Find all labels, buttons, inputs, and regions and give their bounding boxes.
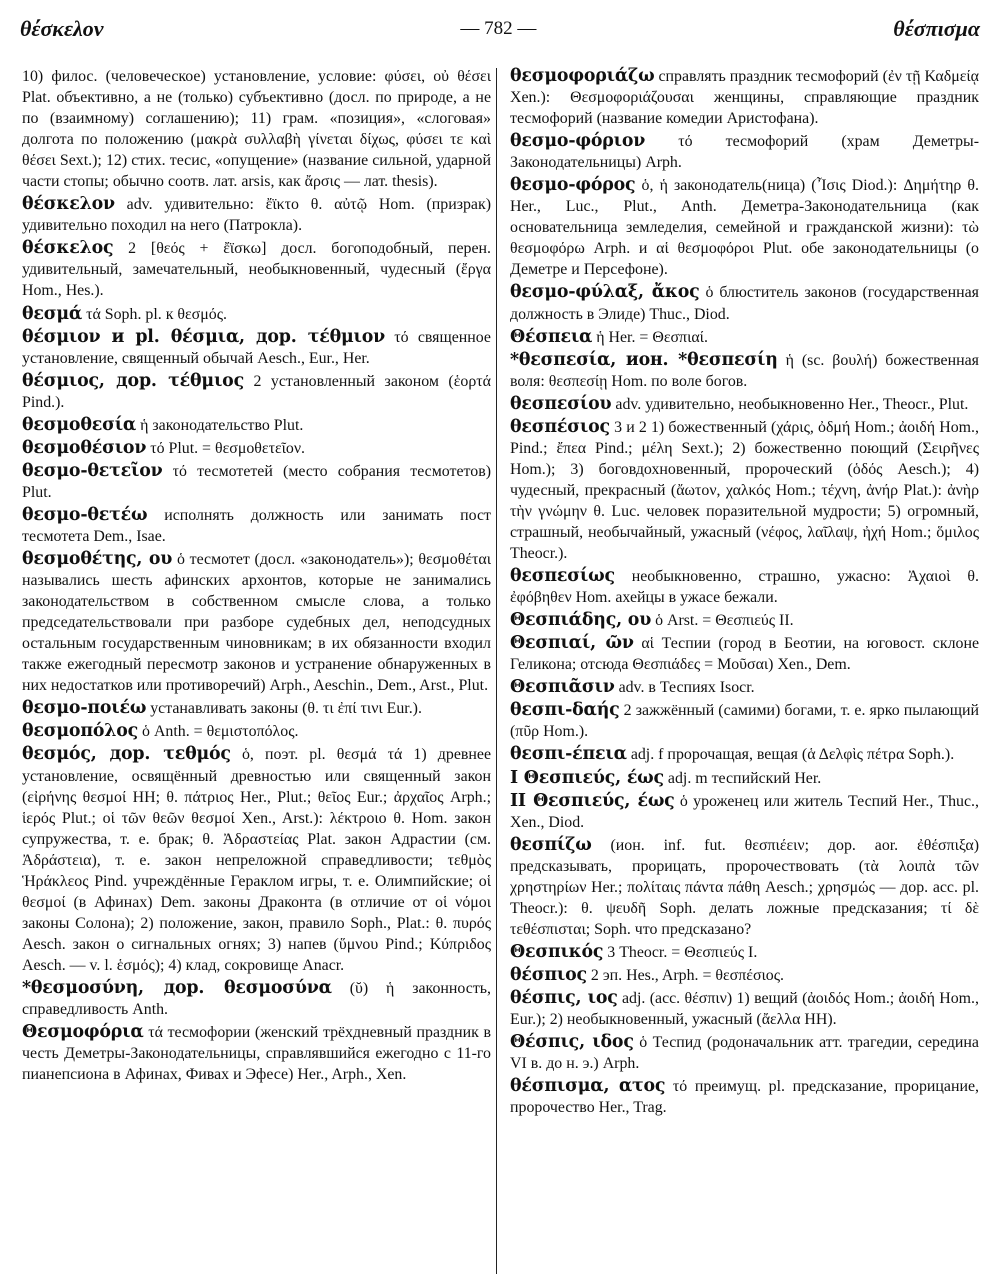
entry-definition: ἡ (sc. βουλή) божественная воля: θεσπεσίῃ Hom. по воле богов.	[510, 351, 979, 390]
entry-headword: θεσπίζω	[510, 834, 592, 855]
dictionary-entry	[510, 610, 979, 631]
entry-definition: (ῠ) ἡ законность, справедливость Anth.	[22, 979, 491, 1019]
dictionary-entry	[22, 461, 491, 503]
entry-definition: 2 установленный законом (ἑορτά Pind.).	[22, 372, 491, 411]
dictionary-entry	[510, 394, 979, 415]
entry-definition: исполнять должность или занимать пост тесмотета Dem., Isae.	[22, 506, 491, 545]
entry-headword: θεσπι-δαής	[510, 700, 620, 721]
dictionary-entry	[510, 66, 979, 129]
entry-headword: θεσμο-φύλαξ, ἄκος	[510, 282, 700, 303]
entry-definition: 3 и 2 1) божественный (χάρις, ὀδμή Hom.; ἀοιδή Hom., Pind.; ἔπεα Pind.; μέλη Sext.); 2) божественно поющий (Σειρῆνες Hom.); 3) боговдохновенный, пророческий (ὁδός Aesch.); 4) чудесный, прекрасный (ἄωτον, χαλκός Hom.; τέχνη, ἀνήρ Plat.): ἀνὴρ τὴν γνώμην θ. Luc. человек поразительной мудрости; 5) огромный, страшный, необычайный, ужасный (νέφος, λαῖλαψ, ἠχή Hom.; ὅμιλος Theocr.).	[510, 418, 979, 563]
entry-definition: adv. удивительно, необыкновенно Her., Theocr., Plut.	[615, 395, 969, 413]
entry-definition: αἱ Теспии (город в Беотии, на юговост. склоне Геликона; отсюда Θεσπιάδες = Μοῦσαι) Xen., Dem.	[510, 635, 979, 674]
entry-headword: θεσμο-θετεῖον	[22, 460, 163, 481]
header-first-word: θέσκελον	[20, 16, 104, 41]
entry-headword: Θεσπιαί, ῶν	[510, 633, 634, 654]
entry-headword: θεσπεσίου	[510, 393, 612, 414]
entry-definition: 10) филос. (человеческое) установление, условие: φύσει, οὐ θέσει Plat. объективно, а не (только) субъективно (досл. по природе, а не по (взаимному) соглашению); 11) грам. «позиция», «слоговая» долгота по положению (μακρὰ συλλαβὴ γίνεται δίχως, φύσει τε καὶ θέσει Sext.); 12) стих. тесис, «опущение» (название сильной, ударной части стопы; обычно соотв. лат. arsis, как ἄρσις — лат. thesis).	[22, 68, 491, 191]
entry-definition: справлять праздник тесмофорий (ἐν τῇ Καδμείᾳ Xen.): Θεσμοφοριάζουσαι женщины, справляющие праздник тесмофорий (название комедии Аристофана).	[510, 68, 979, 128]
entry-headword: Θεσμοφόρια	[22, 1022, 144, 1043]
dictionary-entry	[22, 66, 491, 192]
entry-headword: θεσμοθεσία	[22, 414, 137, 435]
dictionary-entry	[22, 238, 491, 301]
dictionary-entry	[510, 175, 979, 280]
dictionary-entry	[510, 131, 979, 173]
entry-definition: adj. m теспийский Her.	[667, 769, 822, 787]
dictionary-entry	[22, 505, 491, 547]
entry-definition: τό тесмофорий (храм Деметры-Законодательницы) Arph.	[510, 133, 979, 172]
entry-headword: θεσπι-έπεια	[510, 744, 627, 765]
dictionary-entry	[510, 633, 979, 675]
entry-definition: (ион. inf. fut. θεσπιέειν; дор. aor. ἐθέσπιξα) предсказывать, прорицать, пророчествовать (τὰ λοιπὰ τῶν χρηστηρίων Her.; πολίταις πάντα πάθη Aesch.; χρησμώς — дор. acc. pl. Theocr.): θ. ψευδῆ Soph. делать ложные предсказания; τί δὲ τεθέσπισται; Soph. что предсказано?	[510, 836, 979, 938]
dictionary-entry	[510, 350, 979, 392]
entry-headword: θεσμο-φόρος	[510, 175, 636, 196]
entry-headword: θεσμά	[22, 303, 83, 324]
entry-definition: adj. f пророчащая, вещая (ἁ Δελφὶς πέτρα Soph.).	[630, 746, 955, 764]
right-column	[510, 66, 979, 1276]
dictionary-entry	[22, 978, 491, 1020]
entry-definition: τό тесмотетей (место собрания тесмотетов) Plut.	[22, 462, 491, 501]
entry-headword: θεσμοπόλος	[22, 721, 139, 742]
entry-definition: ἡ законодательство Plut.	[140, 416, 304, 434]
dictionary-entry	[22, 549, 491, 696]
entry-definition: τά тесмофории (женский трёхдневный праздник в честь Деметры-Законодательницы, справлявшийся ежегодно с 11-го пианепсиона в Афинах, Фивах и Эфесе) Her., Arph., Xen.	[22, 1024, 491, 1084]
dictionary-entry	[22, 744, 491, 976]
entry-definition: ὁ, поэт. pl. θεσμά τά 1) древнее установление, освящённый древностью или священный закон (εἰρήνης θεσμοί HH; θ. πάτριος Her., Plut.; θεῖος Eur.; ἀρχαῖος Arph.; ἱερός Plut.; οἱ τῶν θεῶν θεσμοί Xen., Arst.): λέκτροιο θ. Hom. закон супружества, т. е. брак; θ. Ἀδραστείας Plat. закон Адрастии (см. Ἀδράστεια), т. е. закон непреложной справедливости; τεθμὸς Ἡράκλεος Pind. учреждённые Гераклом игры, т. е. Олимпийские; οἱ θεσμοί (в Афинах) Dem. законы Драконта (в отличие от οἱ νόμοι законы Солона); 2) положение, закон, правило Soph., Plat.: θ. πυρός Aesch. закон о сигнальных огнях; 3) напев (ὕμνου Pind.; Κύπριδος Aesch. — v. l. ἑσμός); 4) клад, сокровище Anacr.	[22, 746, 491, 974]
column-divider	[496, 68, 497, 1274]
entry-headword: θεσμο-ποιέω	[22, 698, 147, 719]
dictionary-entry	[510, 282, 979, 324]
entry-headword: θέσκελος	[22, 238, 114, 259]
entry-definition: ἡ Her. = Θεσπιαί.	[596, 328, 708, 346]
entry-headword: Θέσπις, ιδος	[510, 1032, 634, 1053]
left-column	[22, 66, 491, 1276]
entry-definition: 2 [θεός + ἔϊσκω] досл. богоподобный, перен. удивительный, замечательный, необыкновенный, чудесный (ἔργα Hom., Hes.).	[22, 240, 491, 300]
dictionary-entry	[22, 194, 491, 236]
entry-definition: ὁ Arst. = Θεσπιεύς II.	[655, 612, 794, 630]
entry-definition: ὁ, ἡ законодатель(ница) (Ἶσις Diod.): Δημήτηρ θ. Her., Luc., Plut., Anth. Деметра-Законодательница (как основательница земледелия, семейной и гражданской жизни): τὼ θεσμοφόρω Arph. и αἱ θεσμοφόροι Plut. обе законодательницы (о Деметре и Персефоне).	[510, 177, 979, 279]
entry-definition: adv. удивительно: ἔϊκτο θ. αὐτῷ Hom. (призрак) удивительно походил на него (Патрокла).	[22, 196, 491, 235]
entry-headword: θεσμοθέσιον	[22, 437, 147, 458]
dictionary-entry	[22, 1022, 491, 1085]
dictionary-entry	[22, 371, 491, 413]
entry-headword: I Θεσπιεύς, έως	[510, 767, 664, 788]
entry-headword: θεσμο-φόριον	[510, 131, 646, 152]
dictionary-entry	[510, 791, 979, 833]
dictionary-entry	[510, 835, 979, 940]
dictionary-entry	[22, 415, 491, 436]
entry-definition: ὁ Теспид (родоначальник атт. трагедии, середина VI в. до н. э.) Arph.	[510, 1034, 979, 1073]
entry-definition: ὁ блюститель законов (государственная должность в Элиде) Thuc., Diod.	[510, 284, 979, 323]
entry-headword: θέσμιον и pl. θέσμια, дор. τέθμιον	[22, 326, 386, 347]
entry-definition: τό преимущ. pl. предсказание, прорицание, пророчество Her., Trag.	[510, 1078, 979, 1117]
dictionary-entry	[510, 1076, 979, 1118]
dictionary-entry	[22, 698, 491, 719]
header-last-word: θέσπισμα	[893, 16, 980, 41]
entry-headword: θεσμοθέτης, ου	[22, 549, 173, 570]
entry-headword: θέσπισμα, ατος	[510, 1076, 666, 1097]
entry-definition: ὁ Anth. = θεμιστοπόλος.	[142, 723, 299, 741]
entry-headword: Θεσπιάδης, ου	[510, 610, 652, 631]
entry-headword: θέσκελον	[22, 194, 115, 215]
dictionary-entry	[510, 744, 979, 765]
dictionary-entry	[510, 566, 979, 608]
entry-definition: adv. в Теспиях Isocr.	[618, 679, 755, 697]
dictionary-entry	[510, 417, 979, 564]
entry-headword: θεσμοφοριάζω	[510, 66, 655, 86]
dictionary-entry	[510, 677, 979, 698]
entry-headword: θέσπις, ιος	[510, 987, 618, 1008]
entry-headword: θέσμιος, дор. τέθμιος	[22, 370, 244, 391]
dictionary-entry	[510, 965, 979, 986]
dictionary-entry	[510, 1032, 979, 1074]
entry-definition: adj. (acc. θέσπιν) 1) вещий (ἀοιδός Hom.; ἀοιδή Hom., Eur.); 2) необыкновенный, ужасный (ἄελλα HH).	[510, 989, 979, 1029]
entry-definition: τό священное установление, священный обычай Aesch., Eur., Her.	[22, 328, 491, 367]
dictionary-entry	[22, 721, 491, 742]
dictionary-entry	[510, 988, 979, 1030]
page-header	[20, 12, 980, 46]
dictionary-entry	[22, 438, 491, 459]
entry-definition: 2 эп. Hes., Arph. = θεσπέσιος.	[590, 966, 784, 984]
entry-definition: τά Soph. pl. к θεσμός.	[86, 305, 227, 323]
entry-headword: *θεσμοσύνη, дор. θεσμοσύνα	[22, 977, 332, 998]
entry-headword: II Θεσπιεύς, έως	[510, 790, 675, 811]
entry-definition: 2 зажжённый (самими) богами, т. е. ярко пылающий (πῦρ Hom.).	[510, 702, 979, 741]
page-number: — 782 —	[460, 18, 537, 39]
dictionary-entry	[22, 327, 491, 369]
entry-headword: *θεσπεσία, ион. *θεσπεσίη	[510, 349, 778, 370]
entry-headword: θεσμο-θετέω	[22, 504, 148, 525]
entry-definition: ὁ тесмотет (досл. «законодатель»); θεσμοθέται назывались шесть афинских архонтов, которые не занимались законодательством в собственном смысле слова, а только председательствовали при разборе судебных дел, неподсудных остальным государственным чиновникам; в их обязанности входил также ежегодный пересмотр законов и устранение обнаруженных в них недостатков или противоречий) Arph., Aeschin., Dem., Arst., Plut.	[22, 551, 491, 695]
entry-definition: устанавливать законы (θ. τι ἐπί τινι Eur.).	[150, 700, 422, 718]
entry-definition: необыкновенно, страшно, ужасно: Ἀχαιοὶ θ. ἐφόβηθεν Hom. ахейцы в ужасе бежали.	[510, 568, 979, 607]
entry-headword: Θεσπιᾶσιν	[510, 677, 615, 698]
entry-headword: Θέσπεια	[510, 326, 593, 347]
dictionary-entry	[510, 942, 979, 963]
dictionary-entry	[22, 304, 491, 325]
entry-definition: 3 Theocr. = Θεσπιεύς I.	[607, 943, 758, 961]
dictionary-entry	[510, 700, 979, 742]
dictionary-entry	[510, 768, 979, 789]
entry-headword: θεσμός, дор. τεθμός	[22, 744, 231, 765]
entry-headword: θεσπέσιος	[510, 416, 610, 437]
entry-definition: ὁ уроженец или житель Теспий Her., Thuc., Xen., Diod.	[510, 792, 979, 831]
entry-headword: θεσπεσίως	[510, 566, 615, 587]
entry-headword: Θεσπικός	[510, 941, 604, 962]
entry-definition: τό Plut. = θεσμοθετεῖον.	[150, 439, 306, 457]
dictionary-entry	[510, 327, 979, 348]
entry-headword: θέσπιος	[510, 964, 587, 985]
